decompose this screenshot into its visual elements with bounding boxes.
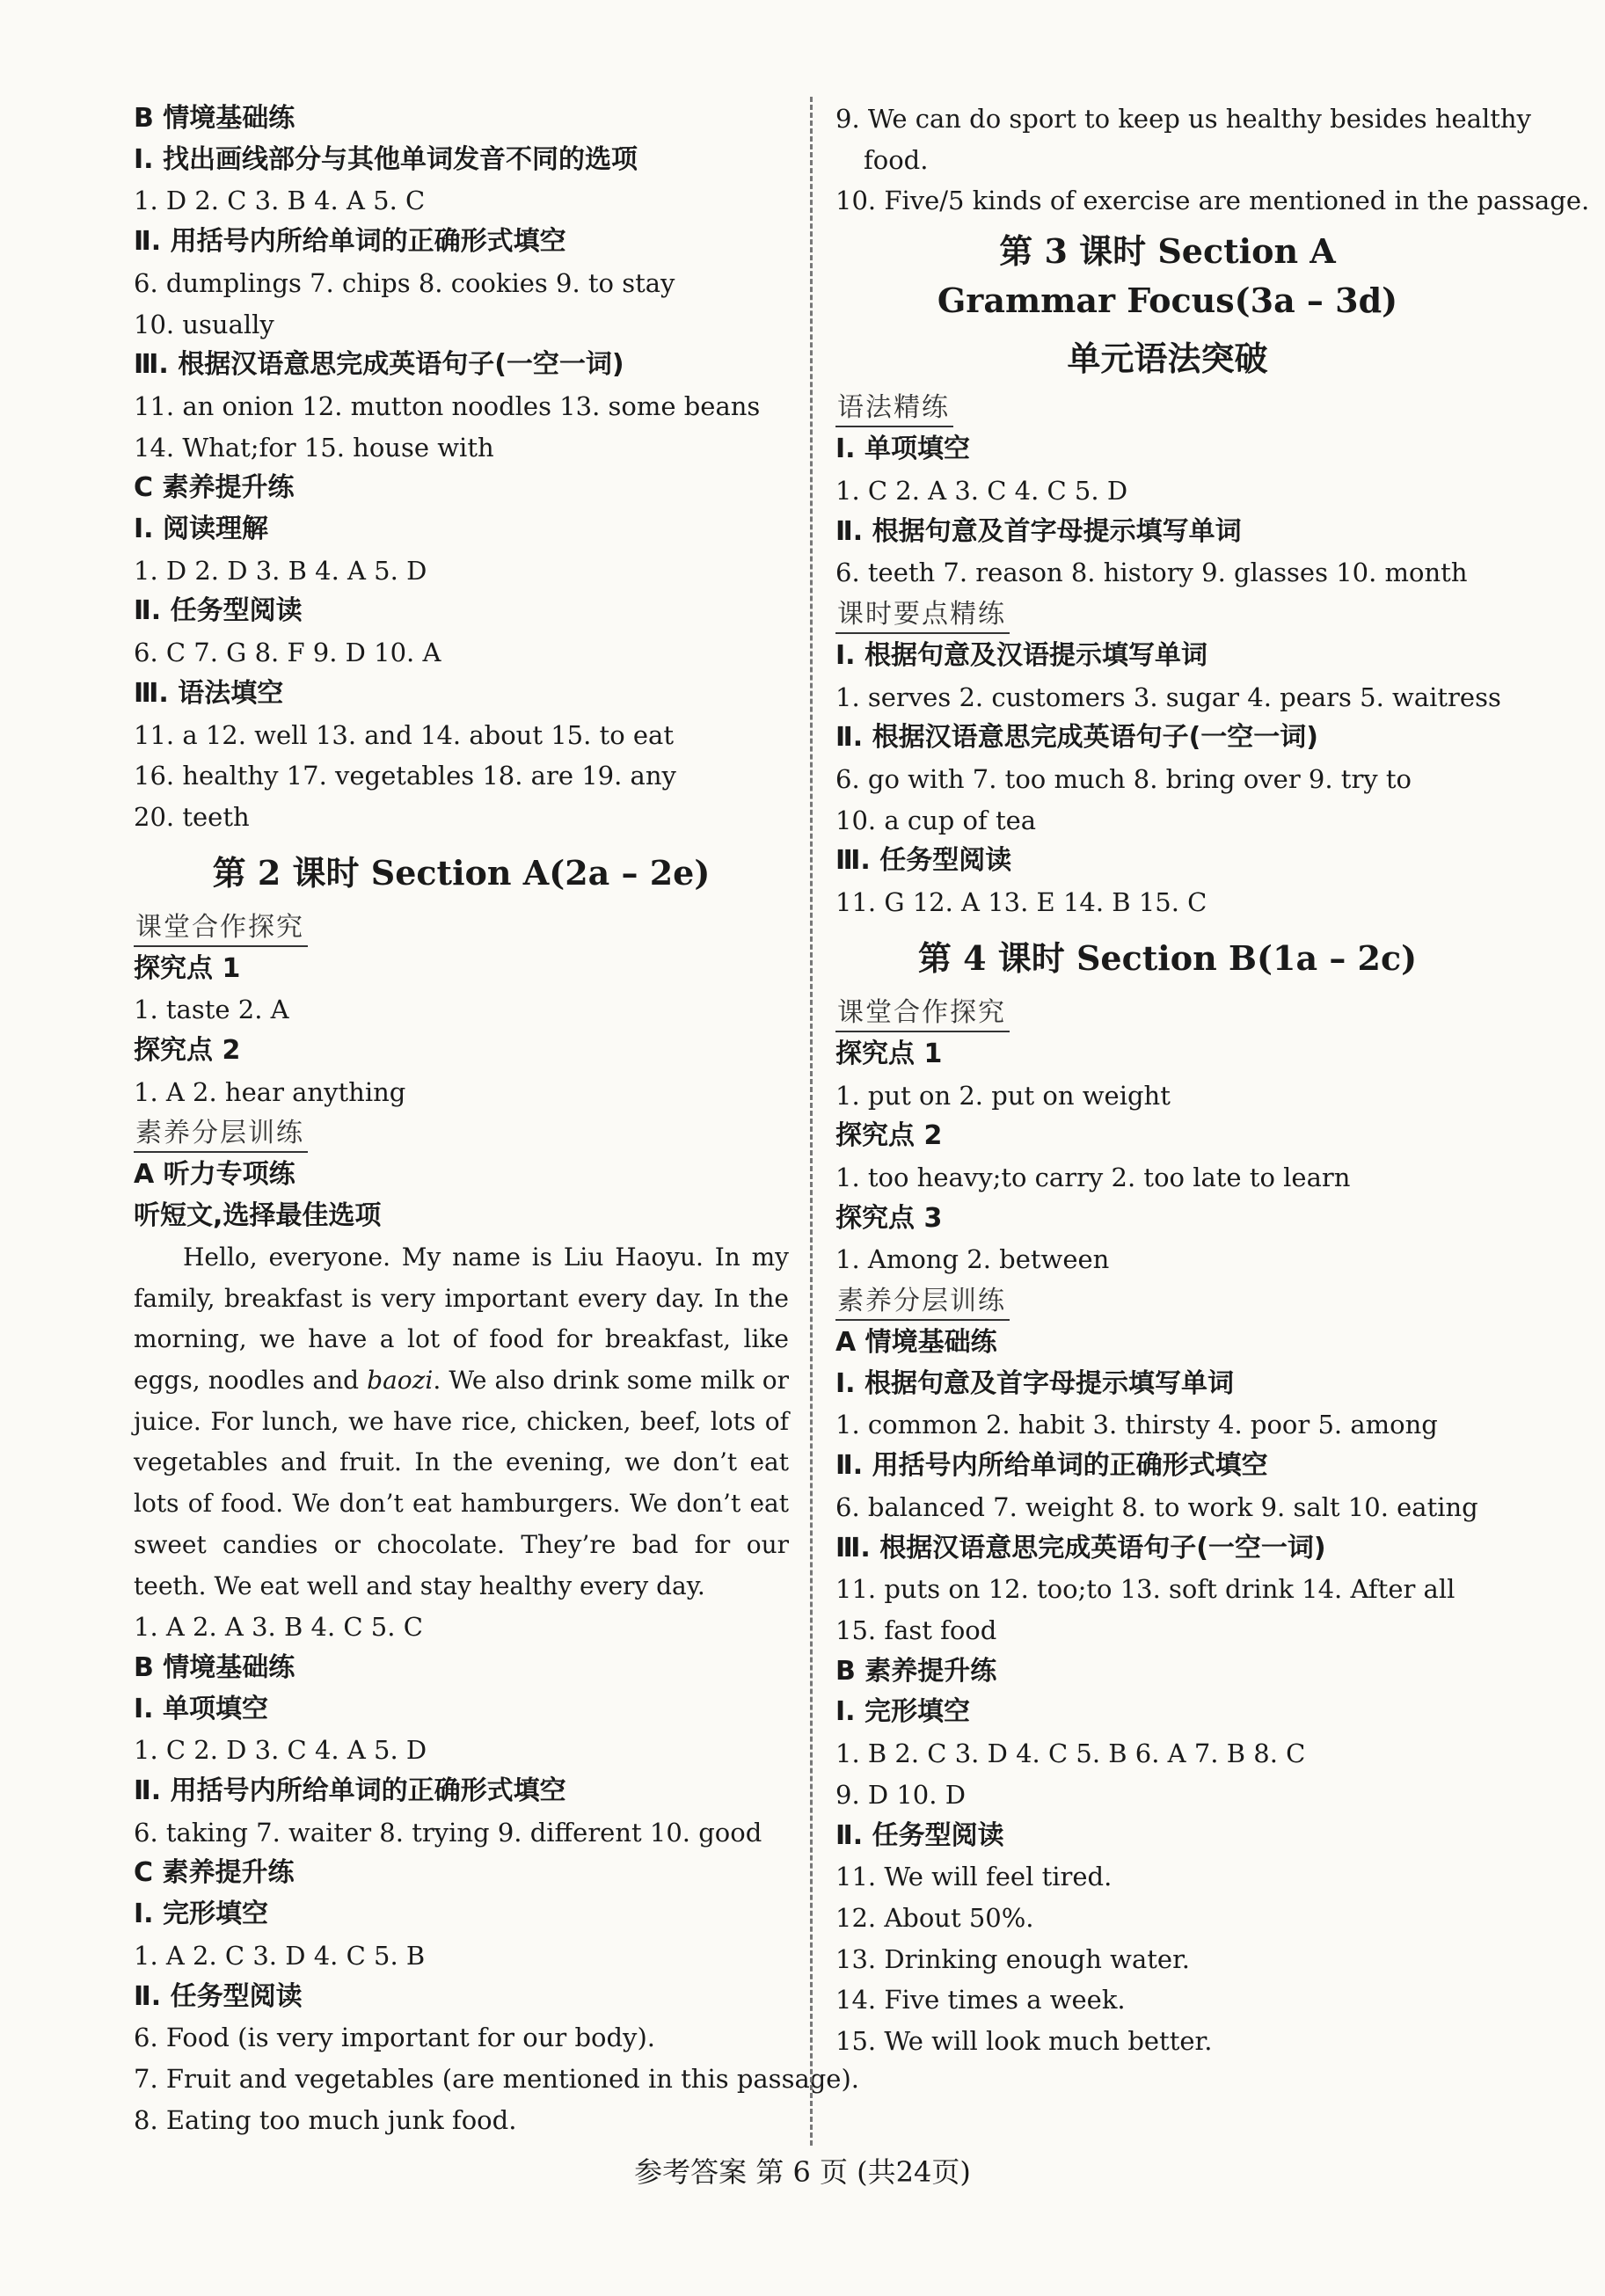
point-heading: 探究点 1 — [134, 952, 241, 984]
answer-line: 1. D 2. C 3. B 4. A 5. C — [134, 186, 426, 216]
right-column — [835, 98, 1590, 2062]
answer-line: 20. teeth — [134, 801, 250, 832]
section-heading: C 素养提升练 — [134, 472, 295, 504]
answer-line: 10. Five/5 kinds of exercise are mentioned in the passage. — [835, 186, 1590, 216]
answer-line: 1. Among 2. between — [835, 1244, 1110, 1275]
exercise-heading: Ⅲ. 任务型阅读 — [835, 845, 1012, 877]
answer-line: 15. fast food — [835, 1614, 997, 1645]
answer-line: food. — [864, 144, 929, 175]
answer-line: 6. C 7. G 8. F 9. D 10. A — [134, 638, 441, 668]
answer-line: 1. A 2. hear anything — [134, 1076, 406, 1107]
answer-line: 12. About 50%. — [835, 1902, 1034, 1933]
handwritten-label-wrapper — [835, 387, 1499, 429]
exercise-heading: Ⅰ. 根据句意及汉语提示填写单词 — [835, 639, 1208, 671]
exercise-heading: Ⅱ. 任务型阅读 — [134, 1980, 303, 2012]
section-heading: B 情境基础练 — [134, 1651, 295, 1683]
answer-line: 1. serves 2. customers 3. sugar 4. pears 5. waitress — [835, 682, 1501, 712]
exercise-heading: Ⅱ. 根据句意及首字母提示填写单词 — [835, 515, 1242, 547]
answer-line: 1. too heavy;to carry 2. too late to learn — [835, 1162, 1351, 1192]
lesson-title: 第 3 课时 Section A — [999, 231, 1336, 272]
answer-line: 10. usually — [134, 309, 274, 339]
answer-line: 1. C 2. A 3. C 4. C 5. D — [835, 475, 1128, 506]
answer-line: 6. go with 7. too much 8. bring over 9. try to — [835, 764, 1412, 795]
answer-line: 11. a 12. well 13. and 14. about 15. to eat — [134, 719, 674, 750]
lesson-subtitle: Grammar Focus(3a – 3d) — [937, 281, 1398, 321]
point-heading: 探究点 2 — [134, 1035, 241, 1067]
handwritten-label: 素养分层训练 — [835, 1282, 1010, 1321]
answer-line: 15. We will look much better. — [835, 2026, 1213, 2057]
handwritten-label-wrapper — [134, 907, 789, 949]
answer-line: 1. common 2. habit 3. thirsty 4. poor 5. among — [835, 1410, 1438, 1440]
answer-line: 1. A 2. C 3. D 4. C 5. B — [134, 1940, 426, 1971]
page-footer: 参考答案 第 6 页 (共24页) — [634, 2155, 971, 2189]
point-heading: 探究点 3 — [835, 1202, 943, 1234]
section-heading: C 素养提升练 — [134, 1857, 295, 1889]
passage-text: Hello, everyone. My name is Liu Haoyu. In my family, breakfast is very important every day. In the morning, we have a lot of food for breakfast, like eggs, noodles and — [134, 1242, 789, 1395]
handwritten-label-wrapper — [134, 1112, 789, 1155]
exercise-heading: Ⅱ. 用括号内所给单词的正确形式填空 — [835, 1450, 1268, 1482]
listening-passage — [134, 1237, 789, 1607]
exercise-heading: Ⅰ. 根据句意及首字母提示填写单词 — [835, 1367, 1235, 1399]
exercise-heading: Ⅲ. 语法填空 — [134, 677, 284, 709]
point-heading: 探究点 1 — [835, 1038, 943, 1069]
answer-line: 14. What;for 15. house with — [134, 432, 494, 463]
answer-line: 6. taking 7. waiter 8. trying 9. different 10. good — [134, 1817, 762, 1848]
handwritten-label-wrapper — [835, 992, 1499, 1034]
handwritten-label: 课时要点精练 — [835, 595, 1010, 634]
answer-line: 6. dumplings 7. chips 8. cookies 9. to stay — [134, 267, 675, 298]
exercise-heading: Ⅱ. 用括号内所给单词的正确形式填空 — [134, 1775, 566, 1807]
left-column — [134, 98, 859, 2140]
answer-line: 1. C 2. D 3. C 4. A 5. D — [134, 1735, 427, 1766]
answer-line: 9. We can do sport to keep us healthy besides healthy — [835, 104, 1531, 134]
answer-line: 9. D 10. D — [835, 1779, 966, 1810]
exercise-heading: Ⅱ. 用括号内所给单词的正确形式填空 — [134, 226, 566, 258]
answer-line: 11. G 12. A 13. E 14. B 15. C — [835, 887, 1207, 918]
point-heading: 探究点 2 — [835, 1120, 943, 1152]
exercise-heading: Ⅰ. 完形填空 — [835, 1696, 971, 1728]
answer-line: 13. Drinking enough water. — [835, 1943, 1190, 1974]
section-heading: A 听力专项练 — [134, 1159, 295, 1191]
answer-line: 8. Eating too much junk food. — [134, 2104, 517, 2135]
answer-line: 10. a cup of tea — [835, 805, 1037, 835]
answer-line: 16. healthy 17. vegetables 18. are 19. any — [134, 761, 676, 791]
answer-line: 1. A 2. A 3. B 4. C 5. C — [134, 1612, 423, 1643]
handwritten-label-wrapper — [835, 594, 1499, 636]
handwritten-label: 素养分层训练 — [134, 1114, 308, 1153]
exercise-heading: Ⅱ. 任务型阅读 — [134, 595, 303, 627]
answer-line: 1. put on 2. put on weight — [835, 1080, 1171, 1111]
handwritten-label: 课堂合作探究 — [835, 994, 1010, 1032]
exercise-heading: Ⅰ. 单项填空 — [134, 1693, 269, 1724]
section-heading: A 情境基础练 — [835, 1327, 997, 1359]
answer-line: 1. B 2. C 3. D 4. C 5. B 6. A 7. B 8. C — [835, 1738, 1306, 1769]
answer-line: 6. balanced 7. weight 8. to work 9. salt 10. eating — [835, 1491, 1478, 1522]
exercise-heading: Ⅱ. 根据汉语意思完成英语句子(一空一词) — [835, 722, 1319, 754]
answer-line: 1. D 2. D 3. B 4. A 5. D — [134, 555, 427, 586]
section-heading: B 素养提升练 — [835, 1655, 997, 1687]
exercise-heading: Ⅱ. 任务型阅读 — [835, 1819, 1004, 1851]
handwritten-label: 课堂合作探究 — [134, 908, 308, 947]
exercise-heading: Ⅰ. 完形填空 — [134, 1899, 269, 1930]
passage-text-cont: . We also drink some milk or juice. For lunch, we have rice, chicken, beef, lots of vegetables and fruit. In the evening, we don’t eat lots of food. We don’t eat hamburgers. We don’t eat sweet candies or chocolate. They’re bad for our teeth. We eat well and stay healthy every day. — [134, 1365, 789, 1600]
exercise-heading: Ⅰ. 单项填空 — [835, 434, 971, 465]
section-heading: B 情境基础练 — [134, 103, 295, 134]
exercise-heading: Ⅲ. 根据汉语意思完成英语句子(一空一词) — [134, 349, 624, 381]
column-divider — [810, 97, 813, 2146]
exercise-heading: Ⅰ. 找出画线部分与其他单词发音不同的选项 — [134, 143, 638, 175]
unit-grammar-title: 单元语法突破 — [1067, 339, 1268, 379]
answer-line: 14. Five times a week. — [835, 1985, 1126, 2015]
answer-line: 11. We will feel tired. — [835, 1862, 1113, 1892]
answer-line: 6. Food (is very important for our body). — [134, 2023, 655, 2053]
lesson-title: 第 4 课时 Section B(1a – 2c) — [917, 937, 1418, 978]
answer-line: 6. teeth 7. reason 8. history 9. glasses 10. month — [835, 558, 1468, 588]
handwritten-label-wrapper — [835, 1280, 1499, 1323]
passage-italic-word: baozi — [367, 1365, 434, 1395]
lesson-title: 第 2 课时 Section A(2a – 2e) — [212, 852, 711, 893]
answer-line: 11. an onion 12. mutton noodles 13. some beans — [134, 390, 761, 421]
exercise-heading: Ⅲ. 根据汉语意思完成英语句子(一空一词) — [835, 1532, 1326, 1563]
handwritten-label: 语法精练 — [835, 389, 953, 427]
exercise-heading: Ⅰ. 阅读理解 — [134, 514, 269, 545]
answer-line: 11. puts on 12. too;to 13. soft drink 14. After all — [835, 1574, 1455, 1605]
exercise-heading: 听短文,选择最佳选项 — [134, 1200, 382, 1232]
answer-line: 1. taste 2. A — [134, 995, 289, 1025]
answer-line: 7. Fruit and vegetables (are mentioned in this passage). — [134, 2063, 859, 2094]
